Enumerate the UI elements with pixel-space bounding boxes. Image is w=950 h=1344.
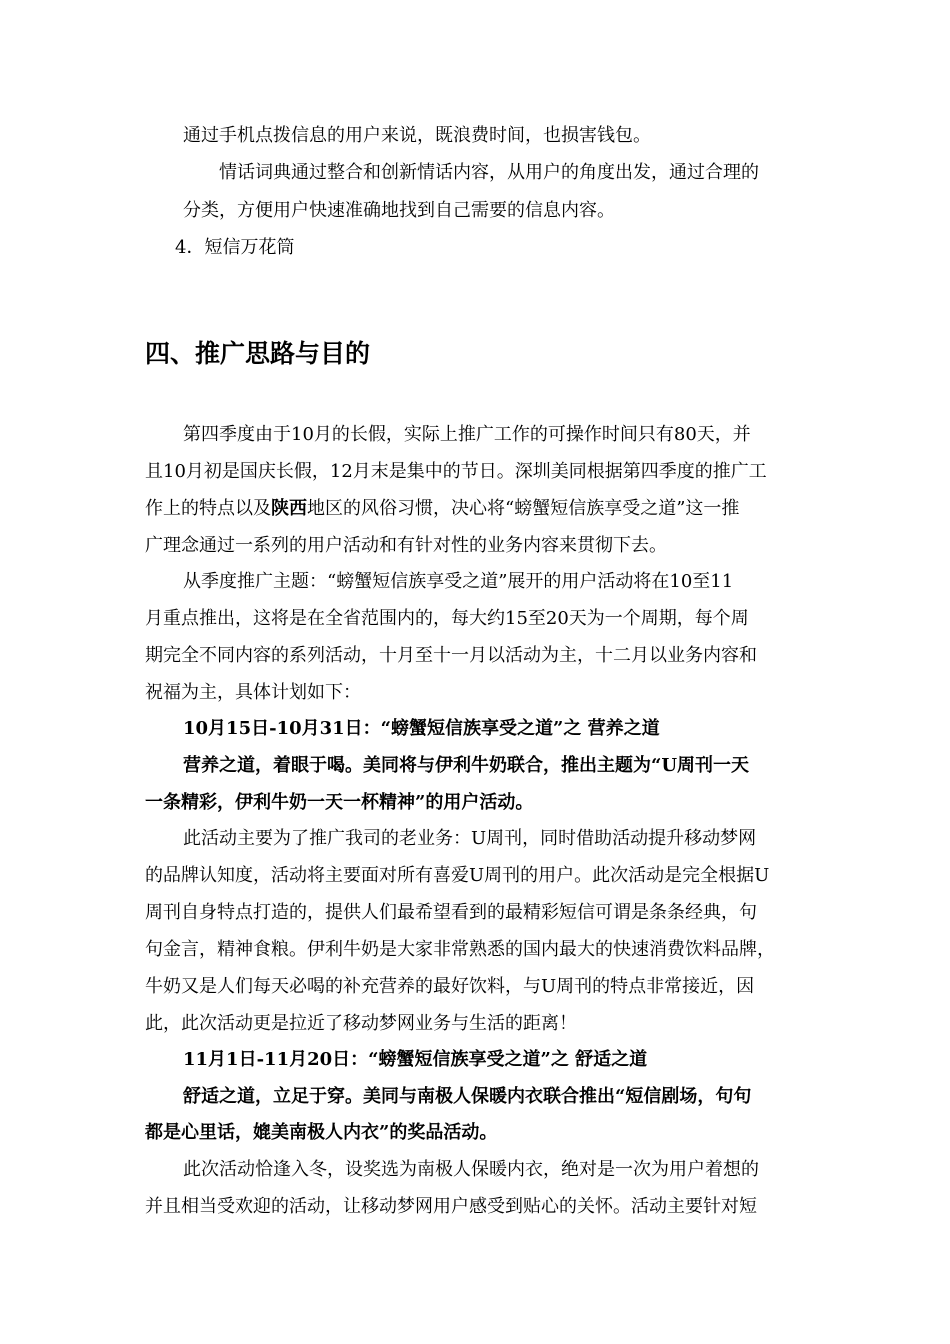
list-item: 4．短信万花筒 bbox=[175, 237, 295, 258]
text-line: 此，此次活动更是拉近了移动梦网业务与生活的距离！ bbox=[145, 1013, 577, 1034]
event-description: 营养之道，着眼于喝。美同将与伊利牛奶联合，推出主题为“U周刊一天 bbox=[183, 755, 750, 776]
text-line: 从季度推广主题：“螃蟹短信族享受之道”展开的用户活动将在10至11 bbox=[183, 571, 734, 592]
text-run: 地区的风俗习惯，决心将“螃蟹短信族享受之道”这一推 bbox=[307, 498, 740, 519]
text-line: 并且相当受欢迎的活动，让移动梦网用户感受到贴心的关怀。活动主要针对短 bbox=[145, 1196, 757, 1217]
text-line: 广理念通过一系列的用户活动和有针对性的业务内容来贯彻下去。 bbox=[145, 535, 667, 556]
text-line: 第四季度由于10月的长假，实际上推广工作的可操作时间只有80天，并 bbox=[183, 424, 751, 445]
text-line: 此次活动恰逢入冬，设奖选为南极人保暖内衣，绝对是一次为用户着想的 bbox=[183, 1159, 759, 1180]
event-description: 舒适之道，立足于穿。美同与南极人保暖内衣联合推出“短信剧场，句句 bbox=[183, 1086, 752, 1107]
event-title: 10月15日-10月31日：“螃蟹短信族享受之道”之 营养之道 bbox=[183, 718, 660, 739]
text-line: 此活动主要为了推广我司的老业务：U周刊，同时借助活动提升移动梦网 bbox=[183, 828, 757, 849]
text-line bbox=[145, 497, 739, 521]
text-line: 句金言，精神食粮。伊利牛奶是大家非常熟悉的国内最大的快速消费饮料品牌， bbox=[145, 939, 775, 960]
text-line: 牛奶又是人们每天必喝的补充营养的最好饮料，与U周刊的特点非常接近，因 bbox=[145, 976, 755, 997]
text-run: 作上的特点以及 bbox=[145, 498, 271, 519]
text-line: 情话词典通过整合和创新情话内容，从用户的角度出发，通过合理的 bbox=[219, 162, 759, 183]
text-line: 分类，方便用户快速准确地找到自己需要的信息内容。 bbox=[183, 200, 615, 221]
text-line: 期完全不同内容的系列活动，十月至十一月以活动为主，十二月以业务内容和 bbox=[145, 645, 757, 666]
event-description: 一条精彩，伊利牛奶一天一杯精神”的用户活动。 bbox=[145, 792, 534, 813]
text-line: 月重点推出，这将是在全省范围内的，每大约15至20天为一个周期，每个周 bbox=[145, 608, 749, 629]
text-line: 的品牌认知度，活动将主要面对所有喜爱U周刊的用户。此次活动是完全根据U bbox=[145, 865, 770, 886]
text-line: 且10月初是国庆长假，12月末是集中的节日。深圳美同根据第四季度的推广工 bbox=[145, 461, 767, 482]
text-line: 祝福为主，具体计划如下： bbox=[145, 682, 361, 703]
text-run-bold: 陕西 bbox=[271, 498, 307, 519]
event-description: 都是心里话，媲美南极人内衣”的奖品活动。 bbox=[145, 1122, 498, 1143]
event-title: 11月1日-11月20日：“螃蟹短信族享受之道”之 舒适之道 bbox=[183, 1049, 648, 1070]
section-heading: 四、推广思路与目的 bbox=[145, 339, 371, 368]
text-line: 通过手机点拨信息的用户来说，既浪费时间，也损害钱包。 bbox=[183, 125, 651, 146]
text-line: 周刊自身特点打造的，提供人们最希望看到的最精彩短信可谓是条条经典，句 bbox=[145, 902, 757, 923]
